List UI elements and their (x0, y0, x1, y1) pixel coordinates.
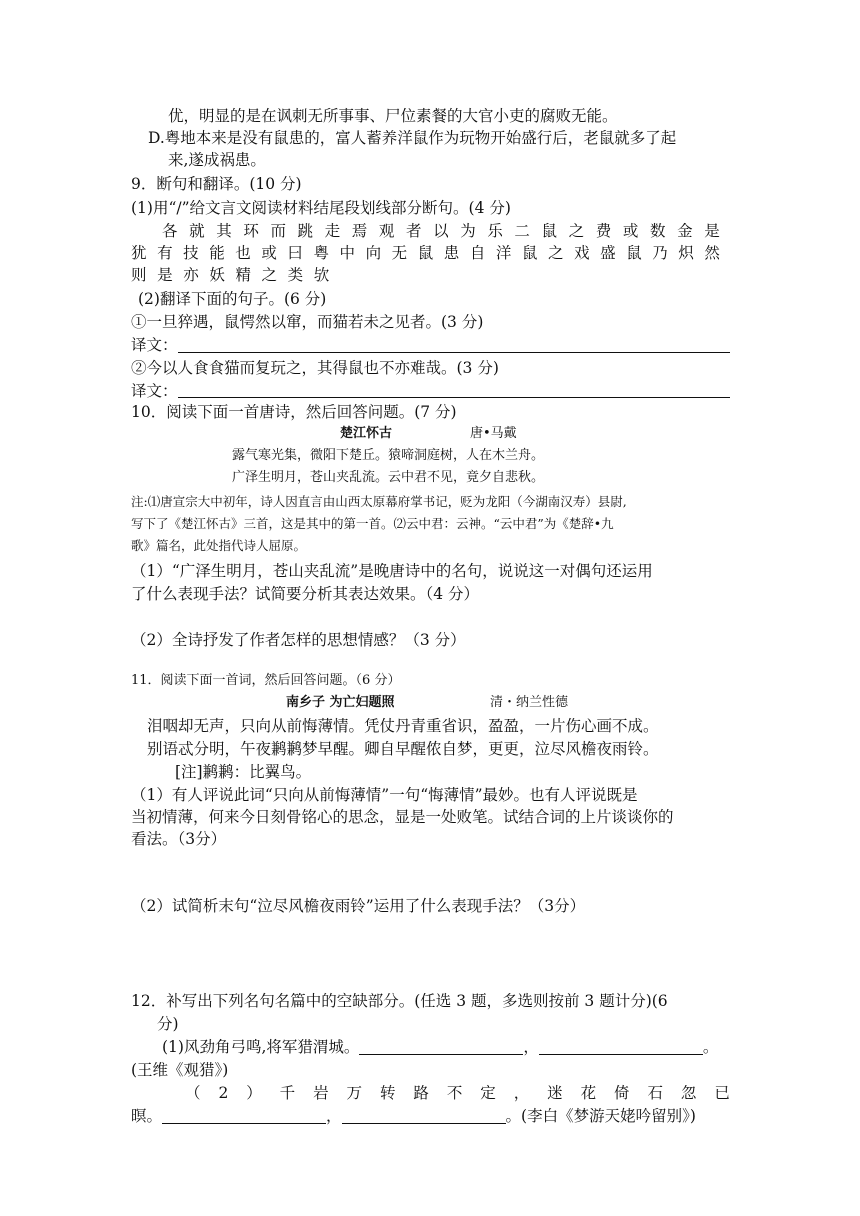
punct-char: 其 (216, 222, 232, 240)
q9-part1: (1)用“/”给文言文阅读材料结尾段划线部分断句。(4 分) (131, 199, 511, 217)
ci-title: 南乡子 为亡妇题照 (286, 695, 395, 710)
punct-char: 鼠 (521, 244, 538, 262)
poem-author: 唐•马戴 (470, 426, 517, 441)
punct-char: 费 (595, 222, 612, 240)
punct-char: 精 (235, 266, 251, 284)
punct-char: 而 (270, 222, 286, 240)
punct-char: 或 (261, 244, 277, 262)
translation-label-2: 译文： (131, 382, 178, 400)
ci-author: 清・纳兰性德 (490, 695, 569, 710)
q12-item1 (162, 1036, 718, 1058)
punct-char: 乐 (487, 222, 503, 240)
ci-line-2: 别语忒分明，午夜鹣鹣梦早醒。卿自早醒侬自梦，更更，泣尽风檐夜雨铃。 (147, 740, 659, 758)
punct-line-1 (162, 220, 720, 242)
q12-item2-line2 (131, 1105, 696, 1127)
punct-char: 以 (433, 222, 449, 240)
q12-item1-source: (王维《观猎》) (131, 1061, 229, 1079)
q12-item2-char: ， (513, 1084, 530, 1102)
punct-char: 曰 (287, 244, 303, 262)
punct-char: 乃 (652, 244, 668, 262)
punct-char: 鼠 (541, 222, 558, 240)
punct-char: 环 (243, 222, 259, 240)
poem-title: 楚江怀古 (340, 426, 393, 441)
punct-line-3 (131, 264, 331, 286)
q12-item2-char: 万 (346, 1084, 363, 1102)
q12-item2-char: 2 (218, 1084, 229, 1102)
q12-item2-char: 倚 (614, 1084, 630, 1102)
translation-label-1: 译文： (131, 336, 178, 354)
punct-char: 有 (157, 244, 173, 262)
q12-item2-char: 已 (714, 1084, 730, 1102)
punct-char: 为 (460, 222, 476, 240)
period: 。 (702, 1038, 719, 1056)
q12-item2-start: 暝。 (131, 1107, 163, 1125)
punct-char: 者 (405, 222, 422, 240)
poem-note-2: 写下了《楚江怀古》三首，这是其中的第一首。⑵云中君：云神。“云中君”为《楚辞•九 (131, 516, 614, 531)
punct-char: 盛 (600, 244, 616, 262)
punct-char: 观 (378, 222, 395, 240)
q11-sub1-line2: 当初情薄，何来今日刻骨铭心的思念，显是一处败笔。试结合词的上片谈谈你的 (131, 808, 674, 826)
punct-char: 则 (131, 266, 147, 284)
comma: ， (326, 1107, 342, 1125)
punct-char: 粤 (313, 244, 329, 262)
punct-char: 向 (365, 244, 382, 262)
q9-sentence2: ②今以人食食猫而复玩之，其得鼠也不亦难哉。(3 分) (131, 359, 499, 377)
q12-item2-char: 迷 (547, 1084, 563, 1102)
blank-1-2[interactable] (539, 1038, 703, 1055)
q11-sub1-line1: （1）有人评说此词“只向从前悔薄情”一句“悔薄情”最妙。也有人评说既是 (131, 786, 638, 804)
punct-char: 能 (209, 244, 225, 262)
poem-note-1: 注:⑴唐宣宗大中初年，诗人因直言由山西太原幕府掌书记，贬为龙阳（今湖南汉寿）县尉, (131, 494, 627, 509)
punct-char: 二 (514, 222, 530, 240)
q12-item2-char: 定 (480, 1084, 496, 1102)
punct-char: 是 (704, 222, 720, 240)
q9-title: 9．断句和翻译。(10 分) (131, 175, 302, 193)
punct-char: 之 (261, 266, 278, 284)
q10-sub1-line1: （1）“广泽生明月，苍山夹乱流”是晚唐诗中的名句，说说这一对偶句还运用 (131, 562, 653, 580)
punct-char: 亦 (183, 266, 199, 284)
punct-char: 金 (677, 222, 693, 240)
q11-sub1-line3: 看法。（3分） (131, 830, 227, 848)
q10-sub1-line2: 了什么表现手法？试简要分析其表达效果。（4 分） (131, 585, 480, 603)
ci-note: [注]鹣鹣：比翼鸟。 (175, 763, 312, 781)
blank-2-1[interactable] (162, 1107, 326, 1124)
punct-char: 类 (287, 266, 304, 284)
punct-char: 犹 (131, 244, 147, 262)
q12-item1-text: (1)风劲角弓鸣,将军猎渭城。 (162, 1038, 360, 1056)
option-d-line2: 来,遂成祸患。 (168, 151, 266, 169)
punct-char: 炽 (678, 244, 694, 262)
punct-char: 患 (443, 244, 460, 262)
q12-item2-char: （ (185, 1084, 201, 1102)
q11-sub2: （2）试简析末句“泣尽风檐夜雨铃”运用了什么表现手法？（3分） (131, 897, 586, 915)
punct-line-2 (131, 242, 720, 264)
q12-item2-char: 石 (647, 1084, 663, 1102)
poem-line-1: 露气寒光集，微阳下楚丘。猿啼洞庭树，人在木兰舟。 (232, 448, 545, 463)
punct-char: 焉 (351, 222, 368, 240)
punct-char: 跳 (297, 222, 314, 240)
punct-char: 之 (548, 244, 564, 262)
punct-char: 妖 (209, 266, 225, 284)
blank-2-2[interactable] (342, 1107, 506, 1124)
punct-char: 各 (162, 222, 178, 240)
translation-answer-line-1[interactable] (178, 352, 730, 353)
punct-char: 数 (649, 222, 666, 240)
q10-sub2: （2）全诗抒发了作者怎样的思想情感？（3 分） (131, 631, 466, 649)
q11-title: 11．阅读下面一首词，然后回答问题。（6 分） (131, 673, 401, 688)
q12-item2-char: 路 (413, 1084, 429, 1102)
punct-char: 戏 (574, 244, 590, 262)
q12-item2-char: ） (246, 1084, 262, 1102)
punct-char: 走 (324, 222, 341, 240)
period: 。 (505, 1107, 522, 1125)
punct-char: 或 (622, 222, 639, 240)
punct-char: 技 (183, 244, 199, 262)
q12-title-line1: 12．补写出下列名句名篇中的空缺部分。(任选 3 题，多选则按前 3 题计分)(6 (131, 992, 668, 1010)
q12-title-line2: 分) (157, 1015, 179, 1033)
q12-item2-char: 岩 (313, 1084, 329, 1102)
q12-item2-char: 忽 (680, 1084, 697, 1102)
punct-char: 鼠 (417, 244, 434, 262)
punct-char: 中 (339, 244, 356, 262)
punct-char: 之 (568, 222, 585, 240)
q12-item2-source: (李白《梦游天姥吟留别》) (521, 1107, 696, 1125)
q9-part2: (2)翻译下面的句子。(6 分) (138, 290, 327, 308)
punct-char: 无 (391, 244, 408, 262)
translation-answer-line-2[interactable] (178, 397, 730, 398)
punct-char: 自 (469, 244, 486, 262)
punct-char: 欤 (313, 266, 330, 284)
q10-title: 10．阅读下面一首唐诗，然后回答问题。(7 分) (131, 403, 457, 421)
q12-item2-char: 转 (379, 1084, 396, 1102)
q12-item2-line1 (185, 1082, 730, 1104)
ci-line-1: 泪咽却无声，只向从前悔薄情。凭仗丹青重省识，盈盈，一片伤心画不成。 (147, 717, 659, 735)
blank-1-1[interactable] (359, 1038, 523, 1055)
punct-char: 就 (189, 222, 205, 240)
q12-item2-char: 千 (279, 1084, 296, 1102)
punct-char: 洋 (495, 244, 512, 262)
q12-item2-char: 不 (446, 1084, 463, 1102)
poem-line-2: 广泽生明月，苍山夹乱流。云中君不见，竟夕自悲秋。 (232, 470, 545, 485)
q9-sentence1: ①一旦猝遇，鼠愕然以窜，而猫若未之见者。(3 分) (131, 313, 484, 331)
q12-item2-char: 花 (580, 1084, 597, 1102)
punct-char: 然 (704, 244, 720, 262)
option-d-line1: D.粤地本来是没有鼠患的，富人蓄养洋鼠作为玩物开始盛行后，老鼠就多了起 (148, 129, 677, 147)
option-c-continuation: 优，明显的是在讽刺无所事事、尸位素餐的大官小吏的腐败无能。 (168, 107, 618, 125)
comma: ， (523, 1038, 539, 1056)
punct-char: 也 (235, 244, 251, 262)
poem-note-3: 歌》篇名，此处指代诗人屈原。 (131, 538, 307, 553)
punct-char: 是 (157, 266, 173, 284)
punct-char: 鼠 (626, 244, 642, 262)
